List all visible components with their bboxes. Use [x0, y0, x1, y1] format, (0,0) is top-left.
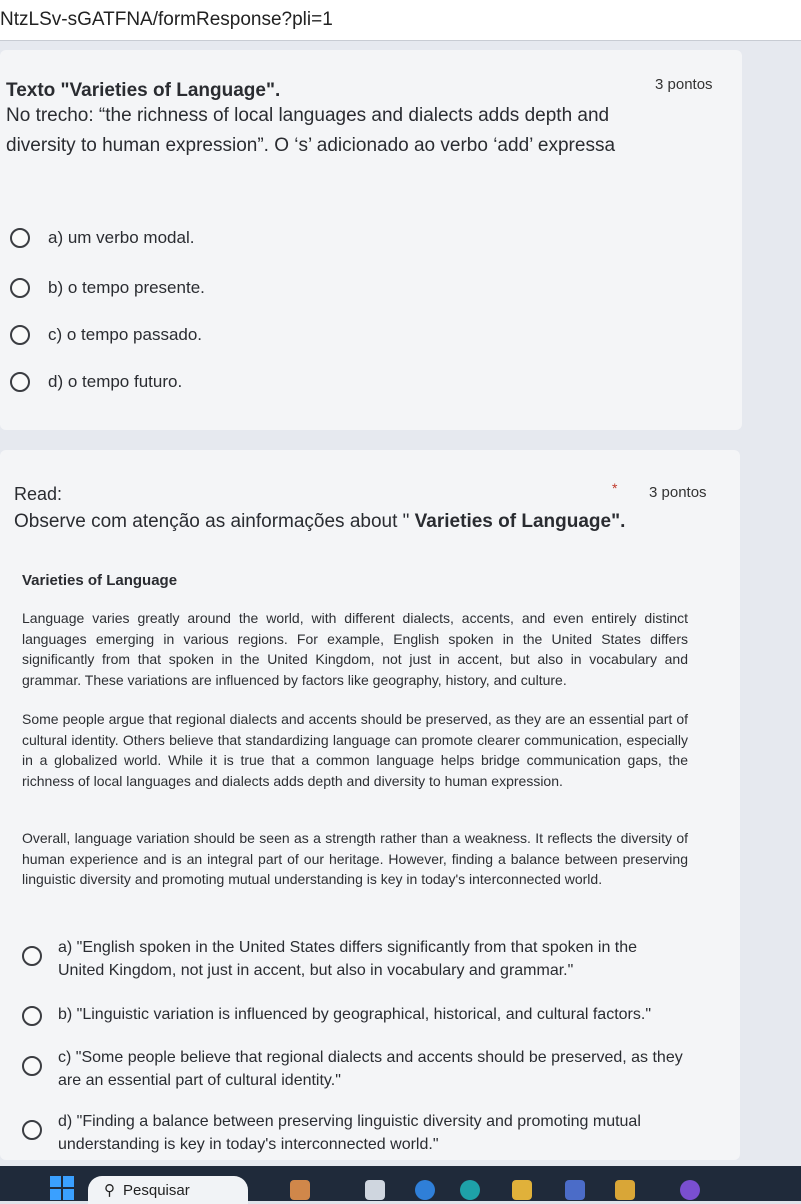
question-1-prompt-line-1: No trecho: “the richness of local languages and dialects adds depth and: [6, 105, 610, 126]
folder-icon[interactable]: [512, 1180, 532, 1200]
widgets-icon[interactable]: [290, 1180, 310, 1200]
browser-url-bar[interactable]: [0, 0, 801, 41]
question-1-option-a[interactable]: [10, 228, 194, 248]
edge-icon[interactable]: [460, 1180, 480, 1200]
passage-paragraph-1: Language varies greatly around the world, with different dialects, accents, and even entirely distinct languages emerging in various regions. For example, English spoken in the United States differs significantly from that spoken in the United Kingdom, not just in accent, but also in vocabulary and grammar. These variations are influenced by factors like geography, history, and culture.: [22, 610, 688, 688]
question-2-option-b[interactable]: [22, 1003, 683, 1026]
question-1-option-d[interactable]: [10, 372, 182, 392]
taskbar-search-box[interactable]: [88, 1176, 248, 1204]
file-explorer-icon[interactable]: [365, 1180, 385, 1200]
radio-button[interactable]: [22, 1006, 42, 1026]
radio-button[interactable]: [22, 1056, 42, 1076]
question-2-option-c[interactable]: [22, 1046, 683, 1092]
option-label: a) um verbo modal.: [48, 228, 195, 247]
question-2-points: 3 pontos: [649, 484, 707, 501]
url-text: NtzLSv-sGATFNA/formResponse?pli=1: [0, 9, 333, 30]
passage-paragraph-3: Overall, language variation should be seen as a strength rather than a weakness. It reflects the diversity of human experience and is an integral part of our heritage. However, finding a balance between preserving linguistic diversity and promoting mutual understanding is key in today's interconnected world.: [22, 830, 688, 887]
question-1-points: 3 pontos: [655, 76, 713, 93]
required-marker: *: [612, 480, 618, 496]
question-2-instruction: [14, 511, 625, 533]
option-label: d) "Finding a balance between preserving linguistic diversity and promoting mutual understanding is key in today's interconnected world.": [58, 1113, 641, 1153]
profile-icon[interactable]: [680, 1180, 700, 1200]
radio-button[interactable]: [10, 325, 30, 345]
passage-title: Varieties of Language: [22, 572, 178, 589]
radio-button[interactable]: [10, 372, 30, 392]
teams-icon[interactable]: [565, 1180, 585, 1200]
question-1-prompt-line-2: diversity to human expression”. O ‘s’ adicionado ao verbo ‘add’ expressa: [6, 135, 616, 156]
search-icon: ⚲: [104, 1182, 115, 1199]
radio-button[interactable]: [22, 946, 42, 966]
app-icon[interactable]: [615, 1180, 635, 1200]
question-1-title: Texto "Varieties of Language".: [6, 80, 281, 101]
question-2-title: Read:: [14, 484, 63, 504]
passage-paragraph-2: Some people argue that regional dialects and accents should be preserved, as they are an essential part of cultural identity. Others believe that standardizing language can promote clearer communication, especially in a globalized world. While it is true that a common language helps bridge communication gaps, the richness of local languages and dialects adds depth and diversity to human expression.: [22, 711, 688, 789]
question-2-option-a[interactable]: [22, 936, 683, 982]
instruction-text: Observe com atenção as ainformações about ": [14, 511, 410, 532]
option-label: a) "English spoken in the United States differs significantly from that spoken in the United Kingdom, not just in accent, but also in vocabulary and grammar.": [58, 939, 638, 979]
option-label: b) "Linguistic variation is influenced by geographical, historical, and cultural factors.": [58, 1006, 651, 1023]
option-label: c) "Some people believe that regional dialects and accents should be preserved, as they are an essential part of cultural identity.": [58, 1049, 683, 1089]
radio-button[interactable]: [10, 228, 30, 248]
taskbar-search-label: Pesquisar: [123, 1181, 190, 1199]
question-2-option-d[interactable]: [22, 1110, 683, 1156]
option-label: d) o tempo futuro.: [48, 372, 183, 391]
question-1-option-c[interactable]: [10, 325, 202, 345]
windows-start-icon[interactable]: [50, 1176, 74, 1200]
browser-icon[interactable]: [415, 1180, 435, 1200]
radio-button[interactable]: [22, 1120, 42, 1140]
radio-button[interactable]: [10, 278, 30, 298]
option-label: c) o tempo passado.: [48, 325, 203, 344]
question-1-option-b[interactable]: [10, 278, 205, 298]
option-label: b) o tempo presente.: [48, 278, 205, 297]
instruction-bold-text: Varieties of Language".: [409, 511, 626, 532]
